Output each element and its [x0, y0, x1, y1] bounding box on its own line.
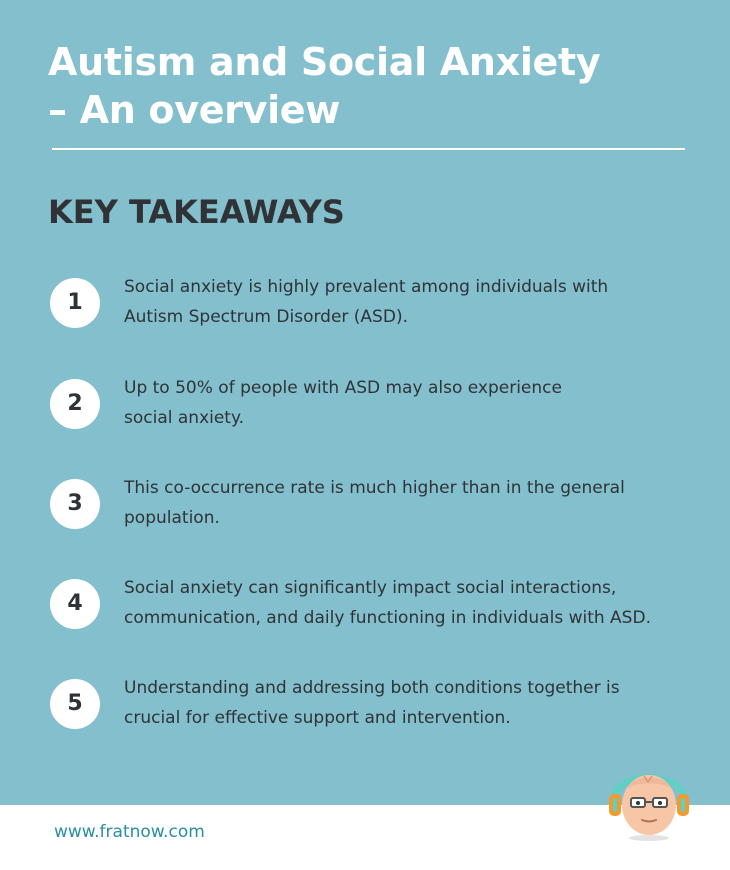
title-line-1: Autism and Social Anxiety: [48, 40, 601, 84]
takeaway-text: [124, 573, 704, 633]
takeaway-line-2: communication, and daily functioning in individuals with ASD.: [124, 608, 651, 628]
takeaway-item-2: [50, 373, 710, 443]
takeaway-line-1: Understanding and addressing both conditions together is: [124, 678, 620, 698]
takeaway-line-2: population.: [124, 508, 220, 528]
takeaway-line-2: social anxiety.: [124, 408, 245, 428]
takeaway-text: [124, 272, 704, 332]
number-badge: 3: [50, 479, 100, 529]
takeaway-text: [124, 673, 704, 733]
takeaway-line-1: This co-occurrence rate is much higher than in the general: [124, 478, 625, 498]
page-title: [48, 38, 688, 134]
takeaway-item-5: [50, 673, 710, 743]
takeaway-item-3: [50, 473, 710, 543]
headphones-mascot-icon: [604, 760, 694, 842]
takeaway-item-4: [50, 573, 710, 643]
takeaway-line-2: Autism Spectrum Disorder (ASD).: [124, 307, 408, 327]
takeaway-line-1: Up to 50% of people with ASD may also experience: [124, 378, 562, 398]
section-heading: KEY TAKEAWAYS: [48, 193, 345, 231]
number-badge: 2: [50, 379, 100, 429]
website-link[interactable]: www.fratnow.com: [54, 822, 205, 842]
number-badge: 4: [50, 579, 100, 629]
number-badge: 5: [50, 679, 100, 729]
takeaway-text: [124, 473, 704, 533]
number-badge: 1: [50, 278, 100, 328]
takeaway-text: [124, 373, 704, 433]
takeaway-line-1: Social anxiety can significantly impact social interactions,: [124, 578, 617, 598]
takeaway-line-1: Social anxiety is highly prevalent among individuals with: [124, 277, 609, 297]
title-line-2: – An overview: [48, 88, 341, 132]
takeaway-line-2: crucial for effective support and intervention.: [124, 708, 511, 728]
takeaway-item-1: [50, 272, 710, 342]
title-divider: [52, 148, 685, 150]
